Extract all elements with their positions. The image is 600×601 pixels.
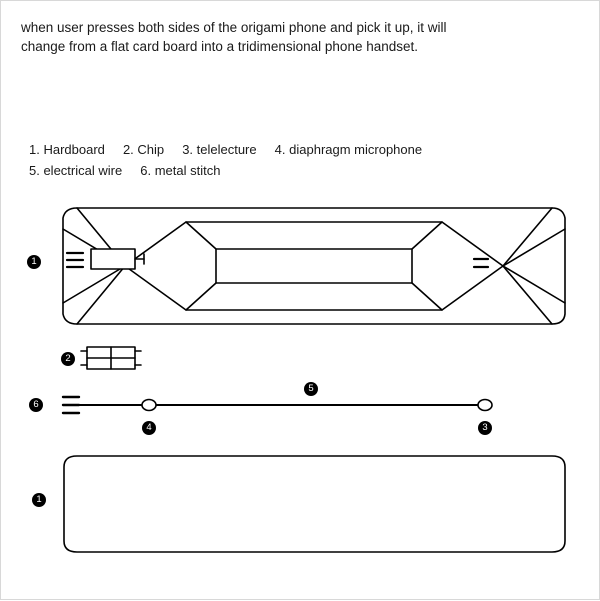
diaphragm-microphone-node xyxy=(142,400,156,411)
legend-row-2: 5. electrical wire 6. metal stitch xyxy=(29,163,221,178)
callout-4-microphone: 4 xyxy=(142,421,156,435)
chip-part xyxy=(81,347,141,369)
callout-6-stitch: 6 xyxy=(29,398,43,412)
wire-part xyxy=(63,397,492,413)
callout-2-chip: 2 xyxy=(61,352,75,366)
telelecture-node xyxy=(478,400,492,411)
flat-hardboard xyxy=(64,456,565,552)
figure-illustration xyxy=(1,1,600,601)
callout-5-wire: 5 xyxy=(304,382,318,396)
callout-1-top: 1 xyxy=(27,255,41,269)
folded-board-outline xyxy=(63,208,565,324)
wire-stitch-end xyxy=(63,397,79,413)
legend-row-1: 1. Hardboard 2. Chip 3. telelecture 4. diaphragm microphone xyxy=(29,142,423,157)
caption-text: when user presses both sides of the origami phone and pick it up, it will change from a flat card board into a tridimensional phone handset. xyxy=(21,20,451,54)
callout-3-telelecture: 3 xyxy=(478,421,492,435)
callout-1-bottom: 1 xyxy=(32,493,46,507)
